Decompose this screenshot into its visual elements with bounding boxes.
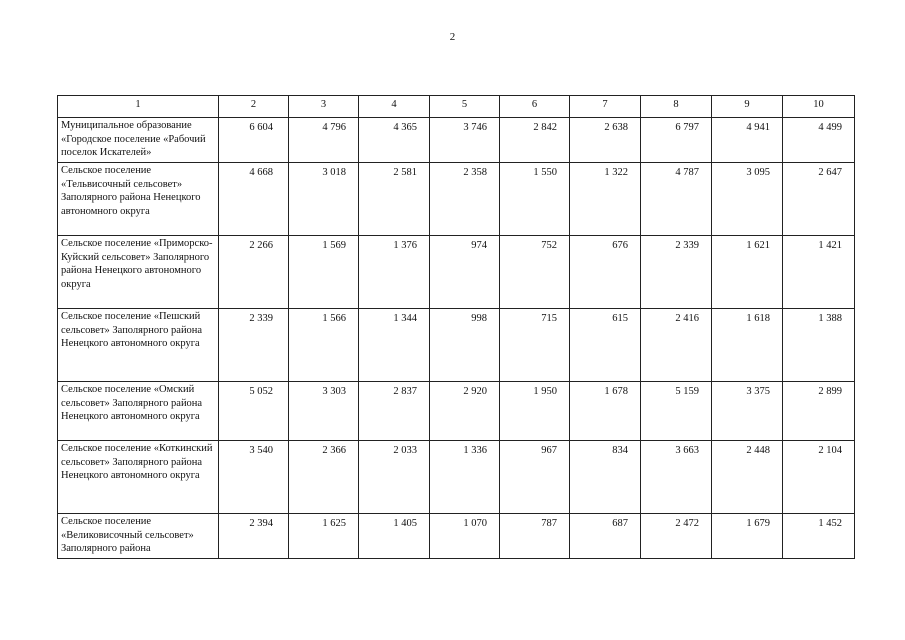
column-header: 9 <box>712 96 783 118</box>
value-cell: 1 344 <box>359 309 430 382</box>
header-row <box>58 96 855 118</box>
municipality-name-cell: Сельское поселение «Великовисочный сельсовет» Заполярного района <box>58 514 219 559</box>
municipality-name-cell: Сельское поселение «Приморско-Куйский сельсовет» Заполярного района Ненецкого автономного округа <box>58 236 219 309</box>
value-cell: 615 <box>570 309 641 382</box>
value-cell: 676 <box>570 236 641 309</box>
value-cell: 1 618 <box>712 309 783 382</box>
value-cell: 1 421 <box>783 236 855 309</box>
table-body <box>58 118 855 559</box>
value-cell: 2 899 <box>783 382 855 441</box>
value-cell: 787 <box>500 514 570 559</box>
value-cell: 2 647 <box>783 163 855 236</box>
value-cell: 2 104 <box>783 441 855 514</box>
value-cell: 967 <box>500 441 570 514</box>
value-cell: 1 336 <box>430 441 500 514</box>
value-cell: 3 540 <box>219 441 289 514</box>
column-header: 4 <box>359 96 430 118</box>
value-cell: 5 159 <box>641 382 712 441</box>
value-cell: 1 621 <box>712 236 783 309</box>
value-cell: 715 <box>500 309 570 382</box>
table-row <box>58 441 855 514</box>
value-cell: 3 663 <box>641 441 712 514</box>
value-cell: 2 416 <box>641 309 712 382</box>
value-cell: 2 358 <box>430 163 500 236</box>
value-cell: 2 394 <box>219 514 289 559</box>
municipality-name-cell: Сельское поселение «Омский сельсовет» Заполярного района Ненецкого автономного округа <box>58 382 219 441</box>
data-table <box>57 95 855 559</box>
value-cell: 1 070 <box>430 514 500 559</box>
value-cell: 2 638 <box>570 118 641 163</box>
column-header: 6 <box>500 96 570 118</box>
value-cell: 2 448 <box>712 441 783 514</box>
value-cell: 1 405 <box>359 514 430 559</box>
value-cell: 3 095 <box>712 163 783 236</box>
value-cell: 4 796 <box>289 118 359 163</box>
value-cell: 1 679 <box>712 514 783 559</box>
column-header: 2 <box>219 96 289 118</box>
value-cell: 2 581 <box>359 163 430 236</box>
column-header: 7 <box>570 96 641 118</box>
table-row <box>58 163 855 236</box>
value-cell: 6 797 <box>641 118 712 163</box>
value-cell: 4 499 <box>783 118 855 163</box>
value-cell: 1 322 <box>570 163 641 236</box>
value-cell: 1 569 <box>289 236 359 309</box>
value-cell: 834 <box>570 441 641 514</box>
value-cell: 1 388 <box>783 309 855 382</box>
value-cell: 1 625 <box>289 514 359 559</box>
value-cell: 2 366 <box>289 441 359 514</box>
column-header: 1 <box>58 96 219 118</box>
value-cell: 2 339 <box>219 309 289 382</box>
value-cell: 1 550 <box>500 163 570 236</box>
value-cell: 3 018 <box>289 163 359 236</box>
value-cell: 687 <box>570 514 641 559</box>
column-header: 8 <box>641 96 712 118</box>
column-header: 3 <box>289 96 359 118</box>
value-cell: 998 <box>430 309 500 382</box>
municipality-name-cell: Муниципальное образование «Городское поселение «Рабочий поселок Искателей» <box>58 118 219 163</box>
value-cell: 3 375 <box>712 382 783 441</box>
value-cell: 4 365 <box>359 118 430 163</box>
value-cell: 2 339 <box>641 236 712 309</box>
value-cell: 6 604 <box>219 118 289 163</box>
table-row <box>58 236 855 309</box>
page-number: 2 <box>449 31 456 43</box>
table-row <box>58 514 855 559</box>
column-header: 5 <box>430 96 500 118</box>
column-header: 10 <box>783 96 855 118</box>
value-cell: 1 566 <box>289 309 359 382</box>
value-cell: 2 266 <box>219 236 289 309</box>
value-cell: 4 668 <box>219 163 289 236</box>
municipality-name-cell: Сельское поселение «Коткинский сельсовет» Заполярного района Ненецкого автономного округа <box>58 441 219 514</box>
value-cell: 2 842 <box>500 118 570 163</box>
value-cell: 4 787 <box>641 163 712 236</box>
value-cell: 2 837 <box>359 382 430 441</box>
municipality-name-cell: Сельское поселение «Тельвисочный сельсовет» Заполярного района Ненецкого автономного округа <box>58 163 219 236</box>
value-cell: 1 452 <box>783 514 855 559</box>
value-cell: 752 <box>500 236 570 309</box>
value-cell: 2 920 <box>430 382 500 441</box>
value-cell: 1 678 <box>570 382 641 441</box>
table-header <box>58 96 855 118</box>
table-row <box>58 382 855 441</box>
value-cell: 2 472 <box>641 514 712 559</box>
value-cell: 5 052 <box>219 382 289 441</box>
table-row <box>58 309 855 382</box>
municipality-name-cell: Сельское поселение «Пешский сельсовет» Заполярного района Ненецкого автономного округа <box>58 309 219 382</box>
value-cell: 1 376 <box>359 236 430 309</box>
value-cell: 974 <box>430 236 500 309</box>
value-cell: 4 941 <box>712 118 783 163</box>
value-cell: 3 746 <box>430 118 500 163</box>
value-cell: 1 950 <box>500 382 570 441</box>
value-cell: 3 303 <box>289 382 359 441</box>
value-cell: 2 033 <box>359 441 430 514</box>
table-row <box>58 118 855 163</box>
